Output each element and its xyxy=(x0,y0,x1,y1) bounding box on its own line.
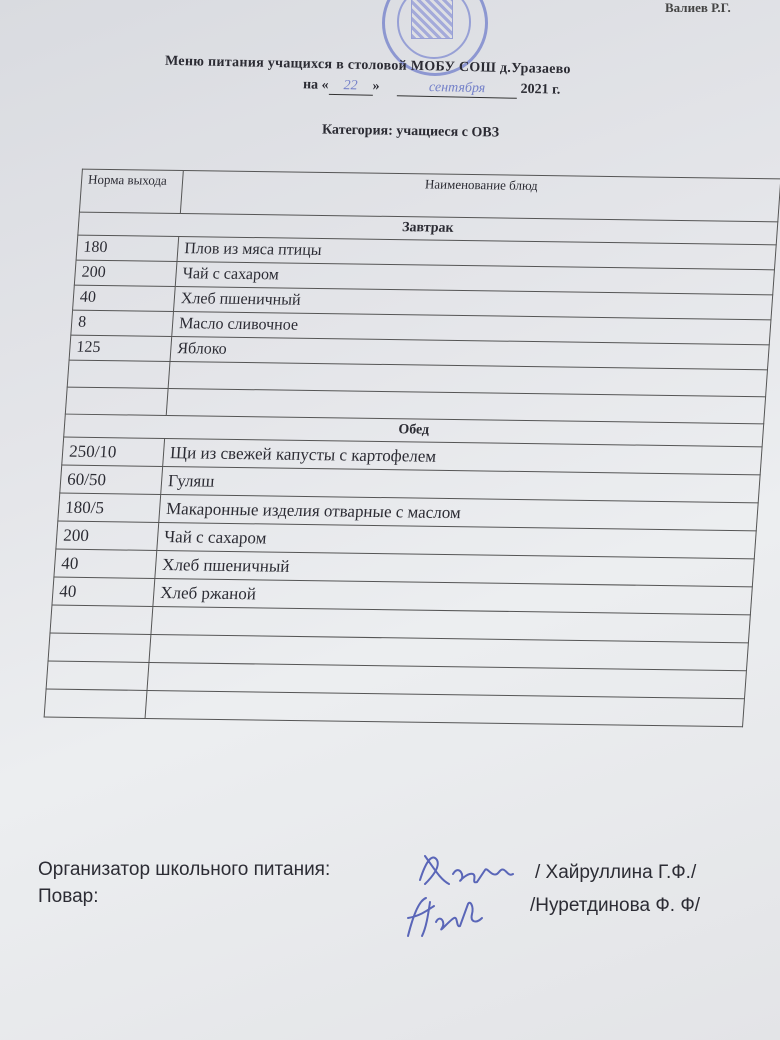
norm-cell: 200 xyxy=(74,260,177,286)
norm-cell: 8 xyxy=(71,310,174,336)
header-norm: Норма выхода xyxy=(79,169,183,213)
date-mid: » xyxy=(372,78,380,94)
date-year: 2021 г. xyxy=(520,81,561,98)
dish-cell: Хлеб пшеничный xyxy=(155,550,754,586)
stamp-emblem-icon xyxy=(411,0,453,39)
norm-cell: 200 xyxy=(56,521,159,550)
norm-cell: 60/50 xyxy=(60,465,163,494)
organizer-signature xyxy=(415,850,525,890)
cook-name: /Нуретдинова Ф. Ф/ xyxy=(530,895,701,916)
norm-cell: 125 xyxy=(69,335,172,361)
cook-signature xyxy=(400,892,490,944)
breakfast-title: Завтрак xyxy=(78,212,778,245)
dish-cell: Чай с сахаром xyxy=(175,261,774,294)
date-month: сентября xyxy=(397,79,517,99)
norm-cell: 180/5 xyxy=(58,493,161,522)
date-day: 22 xyxy=(328,78,372,96)
cook-label: Повар: xyxy=(38,886,99,907)
dish-cell: Гуляш xyxy=(161,466,760,502)
lunch-title: Обед xyxy=(64,414,764,447)
organizer-label: Организатор школьного питания: xyxy=(38,859,331,880)
header-dish: Наименование блюд xyxy=(180,171,780,222)
norm-cell: 250/10 xyxy=(62,437,165,466)
menu-table xyxy=(44,169,780,728)
dish-cell: Чай с сахаром xyxy=(157,522,756,558)
empty-cell xyxy=(44,689,147,718)
dish-cell: Яблоко xyxy=(170,336,769,369)
empty-cell xyxy=(65,387,168,415)
organizer-name: / Хайруллина Г.Ф./ xyxy=(535,862,697,883)
dish-cell: Хлеб пшеничный xyxy=(173,286,772,319)
dish-cell: Макаронные изделия отварные с маслом xyxy=(159,494,758,530)
menu-table-wrapper xyxy=(0,168,779,778)
dish-cell: Плов из мяса птицы xyxy=(177,236,776,269)
dish-cell: Хлеб ржаной xyxy=(153,578,752,614)
norm-cell: 40 xyxy=(73,285,176,311)
date-prefix: на « xyxy=(302,77,329,93)
empty-cell xyxy=(67,360,170,388)
approval-name: Валиев Р.Г. xyxy=(665,0,731,15)
empty-cell xyxy=(46,661,149,690)
menu-title: Меню питания учащихся в столовой МОБУ СОШ д.Уразаево xyxy=(164,53,571,78)
norm-cell: 180 xyxy=(76,235,179,261)
empty-cell xyxy=(48,633,151,662)
empty-cell xyxy=(50,605,153,634)
dish-cell: Щи из свежей капусты с картофелем xyxy=(163,438,762,474)
norm-cell: 40 xyxy=(54,549,157,578)
category-line: Категория: учащиеся с ОВЗ xyxy=(321,122,500,141)
dish-cell: Масло сливочное xyxy=(172,311,771,344)
menu-date xyxy=(303,77,561,99)
norm-cell: 40 xyxy=(52,577,155,606)
